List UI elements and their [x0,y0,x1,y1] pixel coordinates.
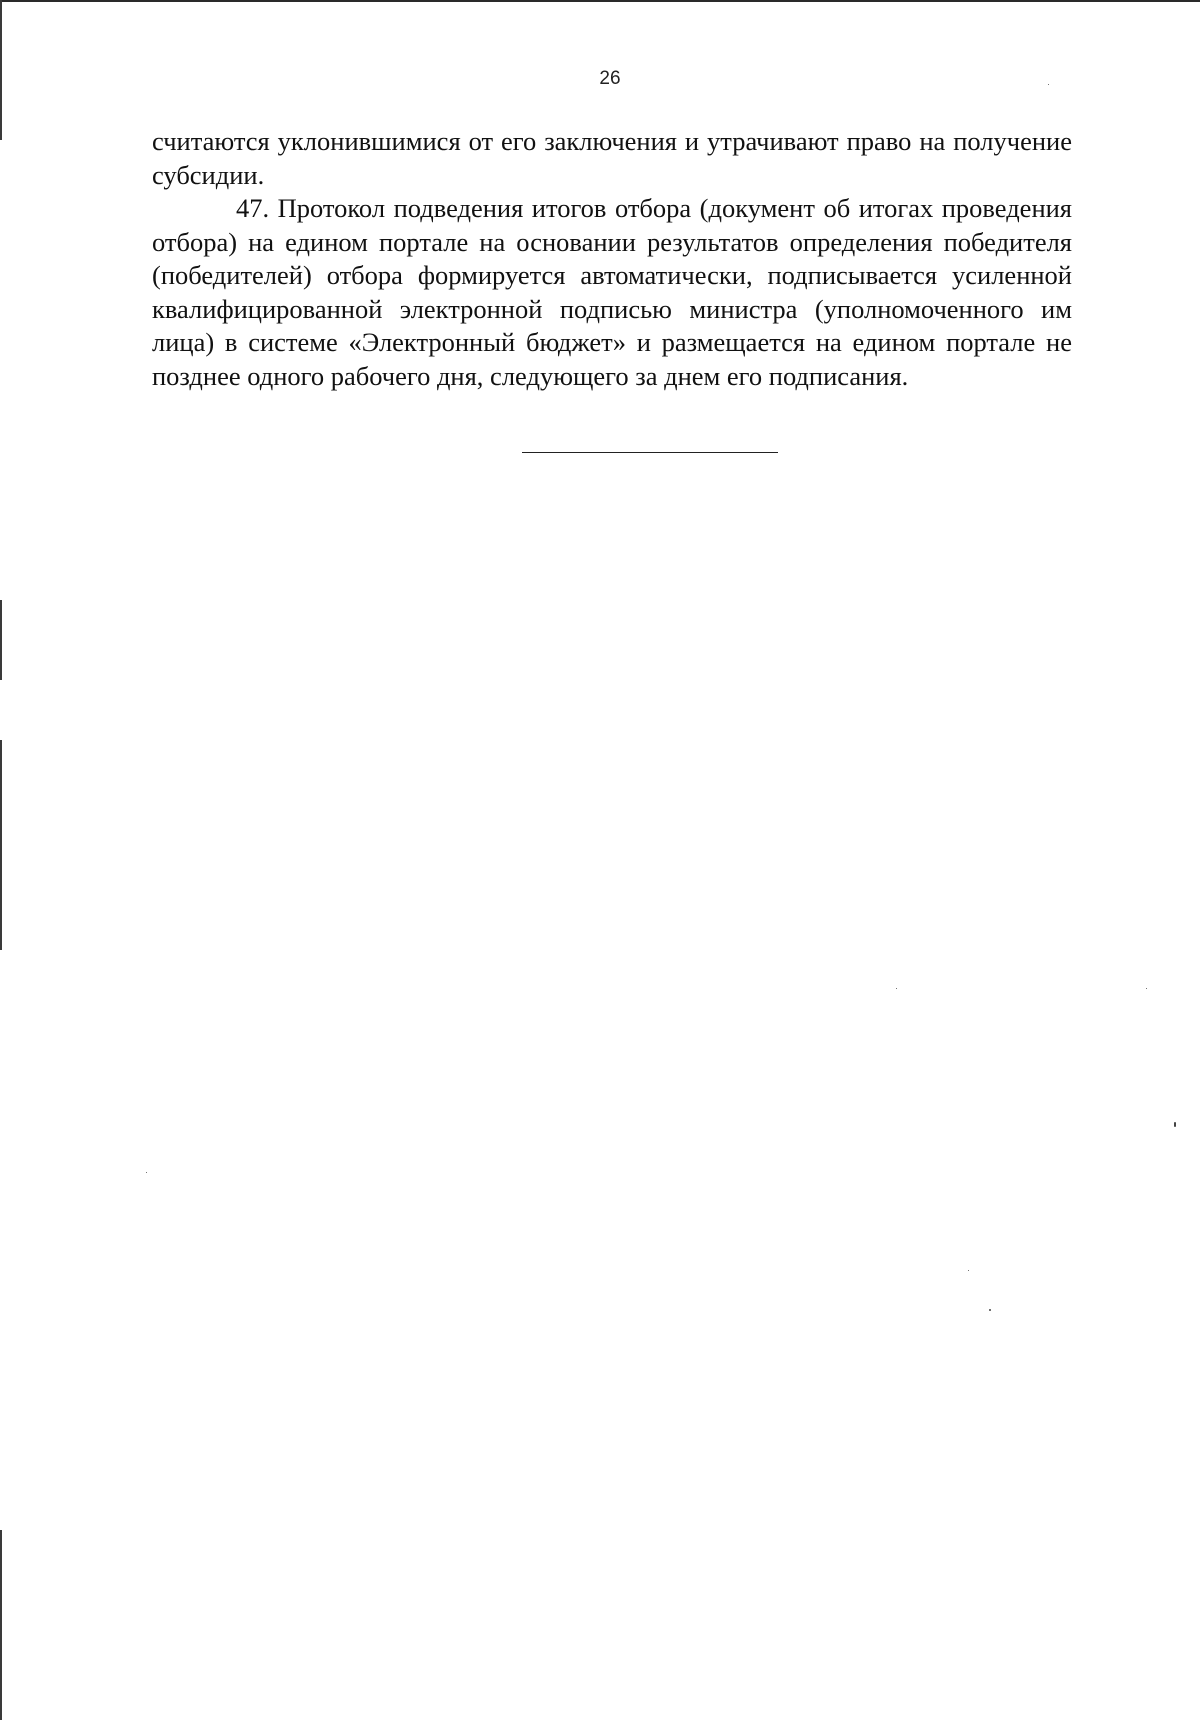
scan-speck [968,1270,969,1271]
scan-left-edge-2 [0,600,2,680]
scan-speck [1048,84,1049,85]
page-number: 26 [599,68,621,89]
scan-speck [989,1309,991,1311]
paragraph-continuation: считаются уклонившимися от его заключения и утрачивают право на получение субсидии. [152,126,1072,190]
scan-speck [1146,988,1147,989]
scan-speck [146,1172,147,1173]
end-of-text-rule [522,452,778,453]
scan-speck [896,988,897,989]
paragraph-47: 47. Протокол подведения итогов отбора (документ об итогах проведения отбора) на едином портале на основании результатов определения победителя (победителей) отбора формируется автоматически, подписывается усиленной квалифицированной электронной подписью министра (уполномоченного им лица) в системе «Электронный бюджет» и размещается на едином портале не позднее одного рабочего дня, следующего за днем его подписания. [152,193,1072,391]
scan-left-edge-3 [0,740,2,950]
scan-left-edge-4 [0,1530,2,1720]
document-body [152,125,1072,393]
scan-speck [1174,1122,1176,1127]
scan-top-edge [0,0,1200,2]
